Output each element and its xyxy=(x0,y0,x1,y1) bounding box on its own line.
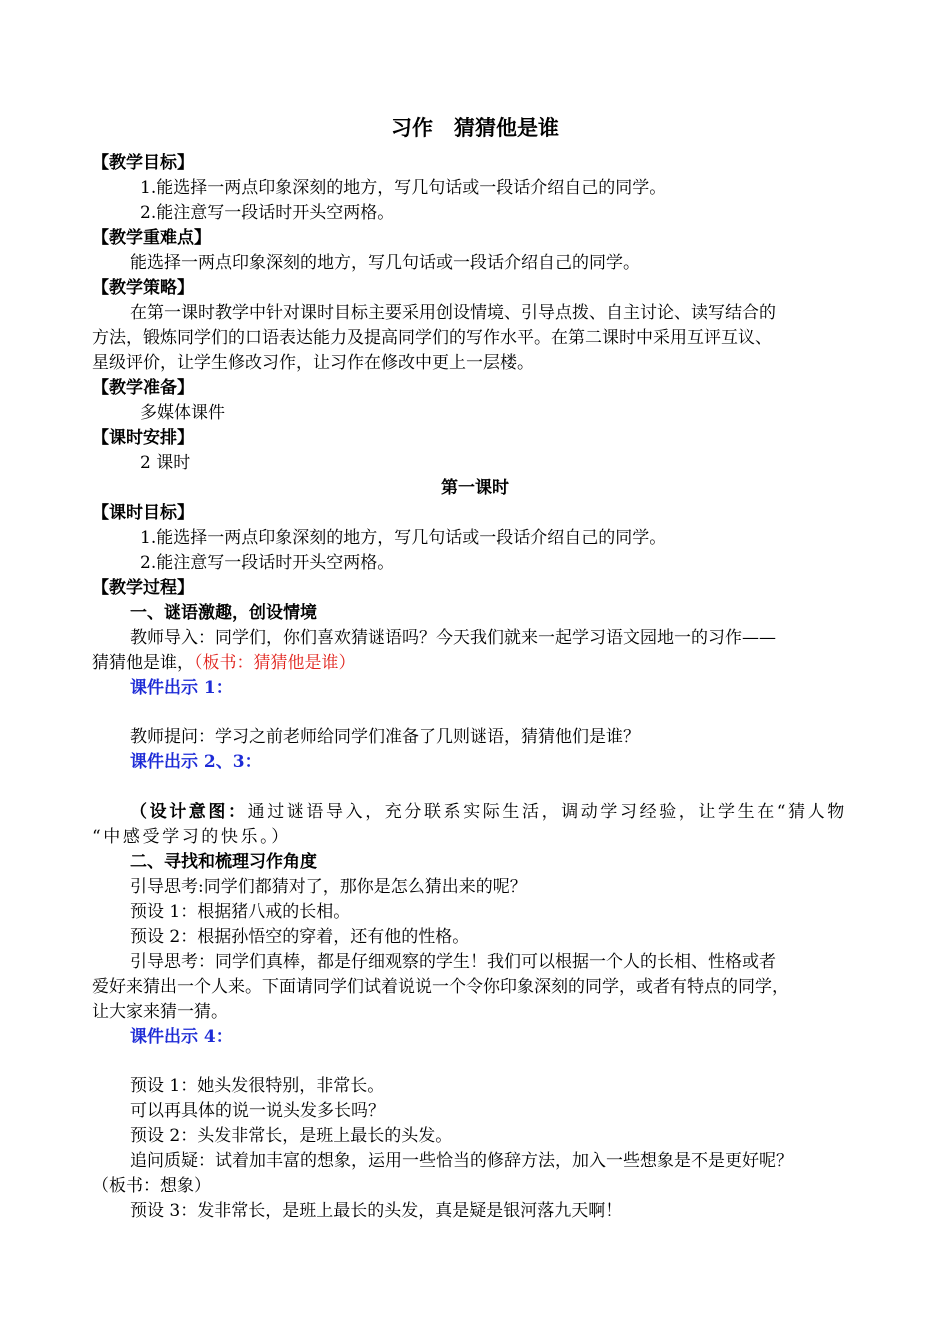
schedule-text: 2 课时 xyxy=(140,453,191,473)
probe-line-1: 追问质疑：试着加丰富的想象，运用一些恰当的修辞方法，加入一些想象是不是更好呢？ xyxy=(130,1151,793,1171)
design-intent-line-1 xyxy=(130,800,847,824)
schedule-heading: 【课时安排】 xyxy=(92,428,194,448)
preparation-text: 多媒体课件 xyxy=(140,403,225,423)
teaching-goal-1: 1.能选择一两点印象深刻的地方，写几句话或一段话介绍自己的同学。 xyxy=(140,178,667,198)
teacher-question: 教师提问：学习之前老师给同学们准备了几则谜语，猜猜他们是谁？ xyxy=(130,727,640,747)
section-2-heading: 二、寻找和梳理习作角度 xyxy=(130,852,317,872)
strategy-line-2: 方法，锻炼同学们的口语表达能力及提高同学们的写作水平。在第二课时中采用互评互议、 xyxy=(92,328,772,348)
preset-sunwukong: 预设 2：根据孙悟空的穿着，还有他的性格。 xyxy=(130,927,470,947)
section-1-heading: 一、谜语激趣，创设情境 xyxy=(130,603,317,623)
lesson-title: 第一课时 xyxy=(441,478,509,498)
guide-2-line-3: 让大家来猜一猜。 xyxy=(92,1002,228,1022)
probe-line-2: （板书：想象） xyxy=(92,1176,211,1196)
key-points-heading: 【教学重难点】 xyxy=(92,228,211,248)
key-points-text: 能选择一两点印象深刻的地方，写几句话或一段话介绍自己的同学。 xyxy=(130,253,640,273)
preset-zhubajie: 预设 1：根据猪八戒的长相。 xyxy=(130,902,351,922)
strategy-line-3: 星级评价，让学生修改习作，让习作在修改中更上一层楼。 xyxy=(92,353,534,373)
design-intent-text: 通过谜语导入，充分联系实际生活，调动学习经验，让学生在“猜人物 xyxy=(247,802,847,822)
lesson-goal-2: 2.能注意写一段话时开头空两格。 xyxy=(140,553,395,573)
courseware-4-label: 课件出示 4： xyxy=(130,1027,233,1047)
teaching-goals-heading: 【教学目标】 xyxy=(92,153,194,173)
preset-3: 预设 3：发非常长，是班上最长的头发，真是疑是银河落九天啊！ xyxy=(130,1201,623,1221)
process-heading: 【教学过程】 xyxy=(92,578,194,598)
courseware-1-label: 课件出示 1： xyxy=(130,678,233,698)
lesson-goal-1: 1.能选择一两点印象深刻的地方，写几句话或一段话介绍自己的同学。 xyxy=(140,528,667,548)
courseware-2-3-label: 课件出示 2、3： xyxy=(130,752,262,772)
preset-1: 预设 1：她头发很特别，非常长。 xyxy=(130,1076,385,1096)
strategy-heading: 【教学策略】 xyxy=(92,278,194,298)
lesson-goals-heading: 【课时目标】 xyxy=(92,503,194,523)
design-intent-line-2: “中感受学习的快乐。） xyxy=(92,827,291,847)
intro-text: 猜猜他是谁， xyxy=(92,653,194,673)
teaching-goal-2: 2.能注意写一段话时开头空两格。 xyxy=(140,203,395,223)
document-title: 习作 猜猜他是谁 xyxy=(391,115,559,140)
board-note-1: （板书：猜猜他是谁） xyxy=(194,653,356,673)
intro-line-1: 教师导入：同学们，你们喜欢猜谜语吗？今天我们就来一起学习语文园地一的习作—— xyxy=(130,628,776,648)
guide-2-line-2: 爱好来猜出一个人来。下面请同学们试着说说一个令你印象深刻的同学，或者有特点的同学， xyxy=(92,977,789,997)
intro-line-2 xyxy=(92,651,356,675)
preparation-heading: 【教学准备】 xyxy=(92,378,194,398)
guide-question-1: 引导思考:同学们都猜对了，那你是怎么猜出来的呢？ xyxy=(130,877,527,897)
followup-question: 可以再具体的说一说头发多长吗？ xyxy=(130,1101,385,1121)
strategy-line-1: 在第一课时教学中针对课时目标主要采用创设情境、引导点拨、自主讨论、读写结合的 xyxy=(130,303,776,323)
preset-2: 预设 2：头发非常长，是班上最长的头发。 xyxy=(130,1126,453,1146)
design-intent-label: （设计意图： xyxy=(130,802,248,822)
guide-2-line-1: 引导思考：同学们真棒，都是仔细观察的学生！我们可以根据一个人的长相、性格或者 xyxy=(130,952,776,972)
